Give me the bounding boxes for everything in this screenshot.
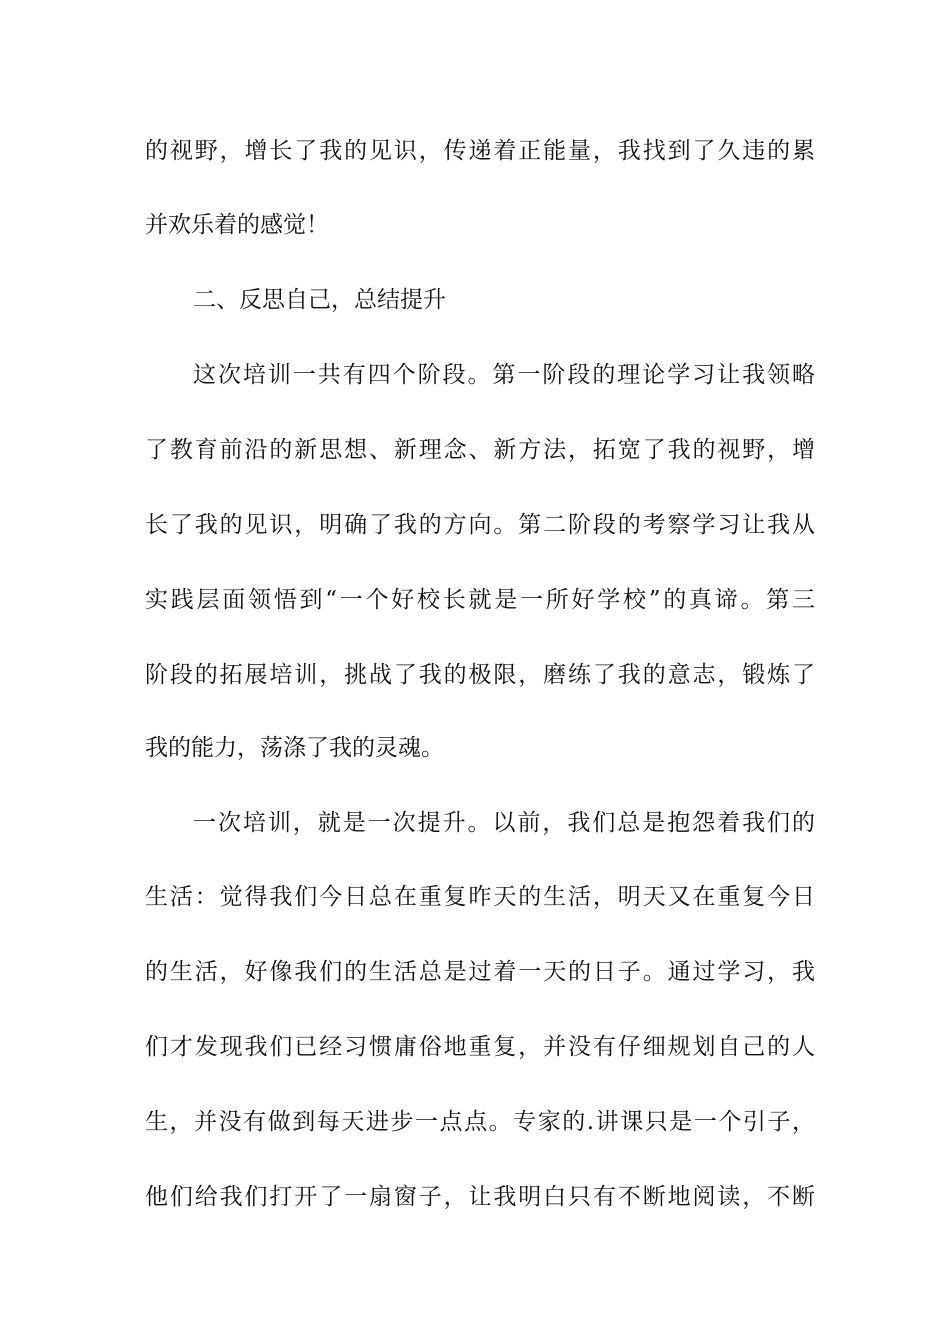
- text-line: 他们给我们打开了一扇窗子，让我明白只有不断地阅读，不断: [145, 1184, 815, 1210]
- text-line: 这次培训一共有四个阶段。第一阶段的理论学习让我领略: [193, 362, 815, 388]
- text-line: 生，并没有做到每天进步一点点。专家的.讲课只是一个引子，: [145, 1109, 815, 1135]
- text-line: 实践层面领悟到“一个好校长就是一所好学校”的真谛。第三: [145, 587, 815, 613]
- text-line: 我的能力，荡涤了我的灵魂。: [145, 735, 444, 761]
- text-line: 长了我的见识，明确了我的方向。第二阶段的考察学习让我从: [145, 512, 815, 538]
- text-line: 了教育前沿的新思想、新理念、新方法，拓宽了我的视野，增: [145, 437, 815, 463]
- text-line: 的视野，增长了我的见识，传递着正能量，我找到了久违的累: [145, 138, 815, 164]
- text-line: 并欢乐着的感觉！: [145, 212, 329, 238]
- text-line: 们才发现我们已经习惯庸俗地重复，并没有仔细规划自己的人: [145, 1034, 815, 1060]
- text-line: 生活：觉得我们今日总在重复昨天的生活，明天又在重复今日: [145, 884, 815, 910]
- text-line: 一次培训，就是一次提升。以前，我们总是抱怨着我们的: [193, 810, 815, 836]
- section-heading: 二、反思自己，总结提升: [193, 287, 446, 313]
- text-line: 的生活，好像我们的生活总是过着一天的日子。通过学习，我: [145, 959, 815, 985]
- text-line: 阶段的拓展培训，挑战了我的极限，磨练了我的意志，锻炼了: [145, 662, 815, 688]
